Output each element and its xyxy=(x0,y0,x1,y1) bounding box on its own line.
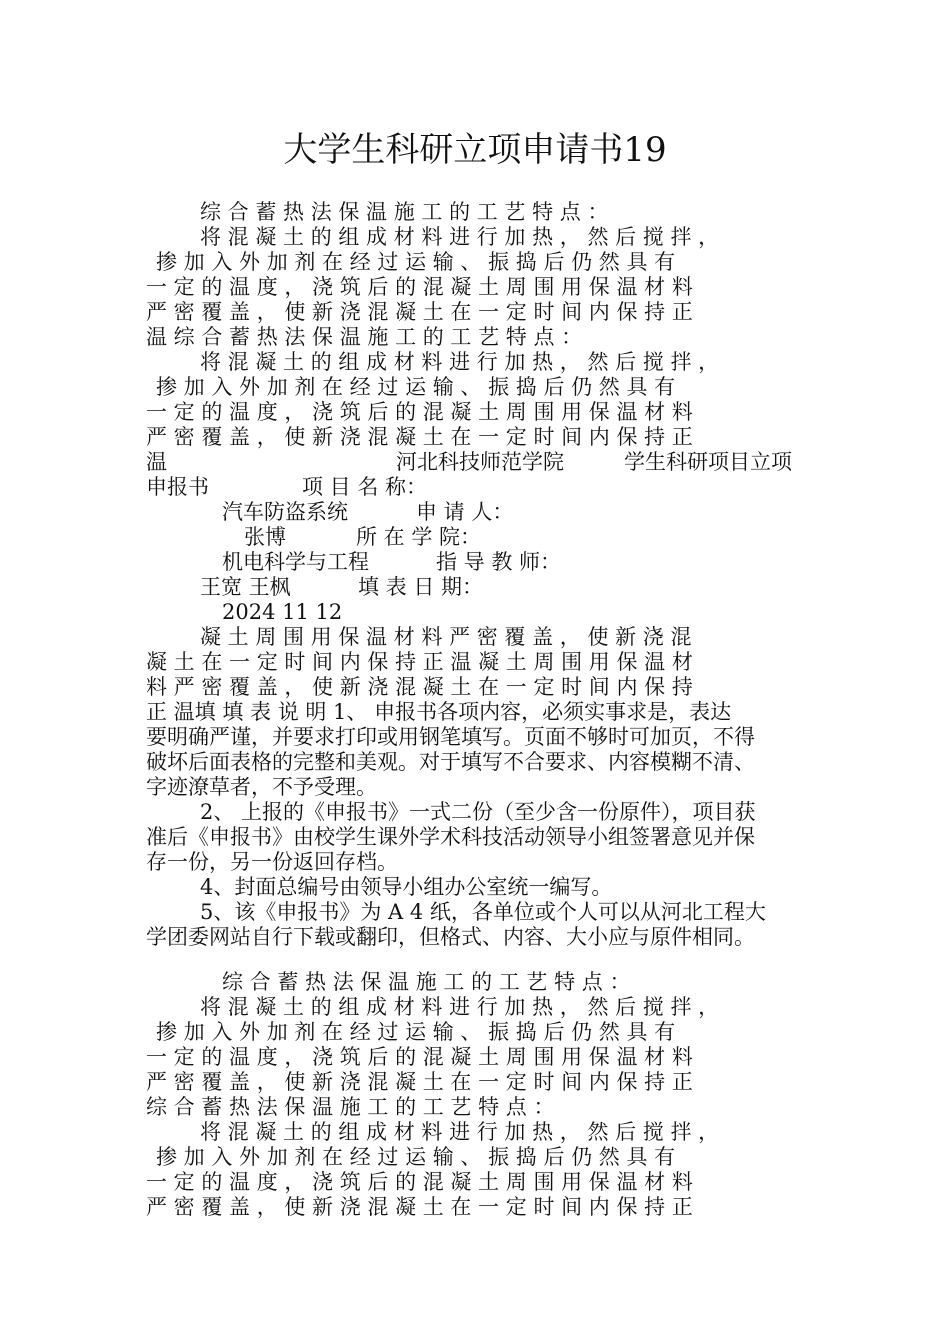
text-line: 一 定 的 温 度 ， 浇 筑 后 的 混 凝 土 周 围 用 保 温 材 料 xyxy=(146,275,693,299)
text-line: 2、 上报的《申报书》一式二份（至少含一份原件），项目获 xyxy=(200,800,756,824)
text-line: 破坏后面表格的完整和美观。对于填写不合要求、内容模糊不清、 xyxy=(146,750,755,774)
text-line: 凝 土 周 围 用 保 温 材 料 严 密 覆 盖 ， 使 新 浇 混 xyxy=(200,625,692,649)
text-line: 温 综 合 蓄 热 法 保 温 施 工 的 工 艺 特 点 ： xyxy=(146,325,583,349)
text-line: 严 密 覆 盖 ， 使 新 浇 混 凝 土 在 一 定 时 间 内 保 持 正 xyxy=(146,300,693,324)
cover-line xyxy=(146,525,810,550)
text-line: 学团委网站自行下载或翻印，但格式、内容、大小应与原件相同。 xyxy=(146,925,755,949)
text-line: 综 合 蓄 热 法 保 温 施 工 的 工 艺 特 点 ： xyxy=(146,1095,555,1119)
text-line: 凝 土 在 一 定 时 间 内 保 持 正 温 凝 土 周 围 用 保 温 材 xyxy=(146,650,693,674)
text-line: 要明确严谨，并要求打印或用钢笔填写。页面不够时可加页，不得 xyxy=(146,725,755,749)
cover-line: 申报书 项 目 名 称： xyxy=(146,475,428,499)
text-line: 字迹潦草者，不予受理。 xyxy=(146,775,377,799)
cover-line xyxy=(146,550,810,575)
project-name-label: 项 目 名 称： xyxy=(302,475,428,499)
text-line: 掺 加 入 外 加 剂 在 经 过 运 输 、 振 捣 后 仍 然 具 有 xyxy=(156,250,676,274)
text-line: 将 混 凝 土 的 组 成 材 料 进 行 加 热 ， 然 后 搅 拌 ， xyxy=(200,995,720,1019)
advisor-value: 王宽 王枫 xyxy=(200,575,291,599)
text-line: 严 密 覆 盖 ， 使 新 浇 混 凝 土 在 一 定 时 间 内 保 持 正 xyxy=(146,1070,693,1094)
text-line: 准后《申报书》由校学生课外学术科技活动领导小组签署意见并保 xyxy=(146,825,755,849)
text-line: 掺 加 入 外 加 剂 在 经 过 运 输 、 振 捣 后 仍 然 具 有 xyxy=(156,375,676,399)
text-line: 正 温填 填 表 说 明 1、 申报书各项内容，必须实事求是，表达 xyxy=(146,700,732,724)
text-line: 4、封面总编号由领导小组办公室统一编写。 xyxy=(200,875,613,899)
text-line: 将 混 凝 土 的 组 成 材 料 进 行 加 热 ， 然 后 搅 拌 ， xyxy=(200,350,720,374)
college-label: 所 在 学 院： xyxy=(356,525,482,549)
cover-line xyxy=(146,600,810,625)
cover-line: 温 河北科技师范学院 学生科研项目立项 xyxy=(146,450,792,474)
text-line: 掺 加 入 外 加 剂 在 经 过 运 输 、 振 捣 后 仍 然 具 有 xyxy=(156,1020,676,1044)
text-line: 5、该《申报书》为 A 4 纸，各单位或个人可以从河北工程大 xyxy=(200,900,766,924)
text-line: 掺 加 入 外 加 剂 在 经 过 运 输 、 振 捣 后 仍 然 具 有 xyxy=(156,1145,676,1169)
text-line: 将 混 凝 土 的 组 成 材 料 进 行 加 热 ， 然 后 搅 拌 ， xyxy=(200,1120,720,1144)
project-name-value: 汽车防盗系统 xyxy=(222,500,348,524)
cover-line xyxy=(146,500,810,525)
text-line: 综 合 蓄 热 法 保 温 施 工 的 工 艺 特 点 ： xyxy=(200,200,609,224)
advisor-label: 指 导 教 师： xyxy=(436,550,562,574)
text-line: 一 定 的 温 度 ， 浇 筑 后 的 混 凝 土 周 围 用 保 温 材 料 xyxy=(146,1045,693,1069)
date-label: 填 表 日 期： xyxy=(358,575,484,599)
text-line: 一 定 的 温 度 ， 浇 筑 后 的 混 凝 土 周 围 用 保 温 材 料 xyxy=(146,1170,693,1194)
text-line: 一 定 的 温 度 ， 浇 筑 后 的 混 凝 土 周 围 用 保 温 材 料 xyxy=(146,400,693,424)
text-line: 存一份，另一份返回存档。 xyxy=(146,850,398,874)
date-value: 2024 11 12 xyxy=(222,600,343,624)
document-title: 大学生科研立项申请书19 xyxy=(283,130,667,170)
cover-line xyxy=(146,575,810,600)
text-line: 料 严 密 覆 盖 ， 使 新 浇 混 凝 土 在 一 定 时 间 内 保 持 xyxy=(146,675,693,699)
applicant-value: 张博 xyxy=(244,525,286,549)
school-name: 河北科技师范学院 xyxy=(396,450,564,474)
college-value: 机电科学与工程 xyxy=(222,550,369,574)
text-line: 将 混 凝 土 的 组 成 材 料 进 行 加 热 ， 然 后 搅 拌 ， xyxy=(200,225,720,249)
text-line: 严 密 覆 盖 ， 使 新 浇 混 凝 土 在 一 定 时 间 内 保 持 正 xyxy=(146,425,693,449)
applicant-label: 申 请 人： xyxy=(416,500,514,524)
text-line: 严 密 覆 盖 ， 使 新 浇 混 凝 土 在 一 定 时 间 内 保 持 正 xyxy=(146,1195,693,1219)
text-line: 综 合 蓄 热 法 保 温 施 工 的 工 艺 特 点 ： xyxy=(222,970,631,994)
